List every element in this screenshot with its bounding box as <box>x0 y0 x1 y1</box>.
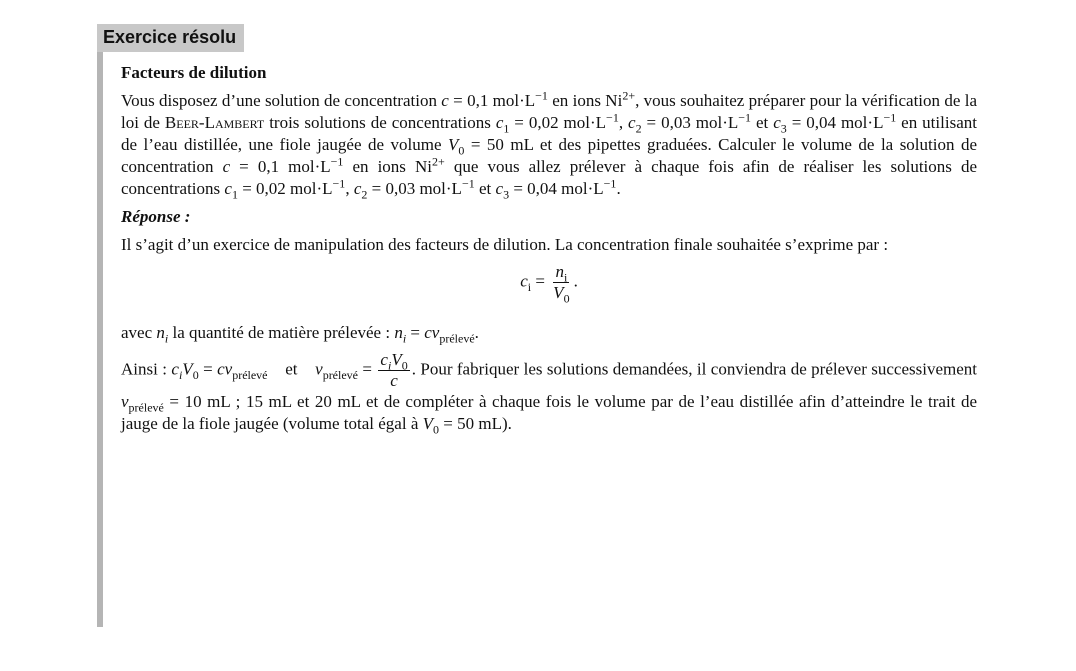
answer-conclusion: Ainsi : $c_iV_0 = cv_{prélevé}$ et $v_{prélevé}$ = $\frac{c_iV_0}{c}$ . Pour fabriquer les solutions demandées, il conviendra de prélever successivement $v_{prélevé} = 10$ mL ; 15 mL et 20 mL et de compléter à chaque fois le volume par de l’eau distillée afin d’atteindre le trait de jauge de la fiole jaugée (volume total égal à $V_0 = 50$ mL). <box>121 350 978 437</box>
exercise-title: Facteurs de dilution <box>121 63 267 82</box>
answer-label: Réponse : <box>121 207 191 226</box>
exercise-header: Exercice résolu <box>97 24 244 52</box>
fraction-civ0-c: $\frac{c_iV_0}{c}$ <box>380 350 408 390</box>
exercise-body <box>97 52 977 627</box>
exercise-statement: Vous disposez d’une solution de concentration c = 0,1 $mol\cdot L^{-1}$ en ions $Ni^{2+}$, vous souhaitez préparer pour la vérification de la loi de Beer-Lambert trois solutions de concentrations $c_1 = 0,02$ $mol\cdot L^{-1}$, $c_2 = 0,03$ $mol\cdot L^{-1}$ et $c_3 = 0,04$ $mol\cdot L^{-1}$ en utilisant de l’eau distillée, une fiole jaugée de volume $V_0 = 50$ mL et des pipettes graduées. Calculer le volume de la solution de concentration c = 0,1 $mol\cdot L^{-1}$ en ions $Ni^{2+}$ que vous allez prélever à chaque fois afin de réaliser les solutions de concentrations $c_1 = 0,02$ $mol\cdot L^{-1}$, $c_2 = 0,03$ $mol\cdot L^{-1}$ et $c_3 = 0,04$ $mol\cdot L^{-1}$. <box>121 88 978 202</box>
answer-definition: avec $n_i$ la quantité de matière prélevée : $n_i = cv_{prélevé}$. <box>121 323 479 346</box>
solved-exercise-box <box>97 24 977 627</box>
fraction-ni-v0: $\frac{n_i}{V_0}$ <box>553 262 570 306</box>
concentration-equation: $c_i$ = $\frac{n_i}{V_0}$ . <box>520 262 578 306</box>
answer-intro: Il s’agit d’un exercice de manipulation des facteurs de dilution. La concentration finale souhaitée s’exprime par : <box>121 235 889 254</box>
